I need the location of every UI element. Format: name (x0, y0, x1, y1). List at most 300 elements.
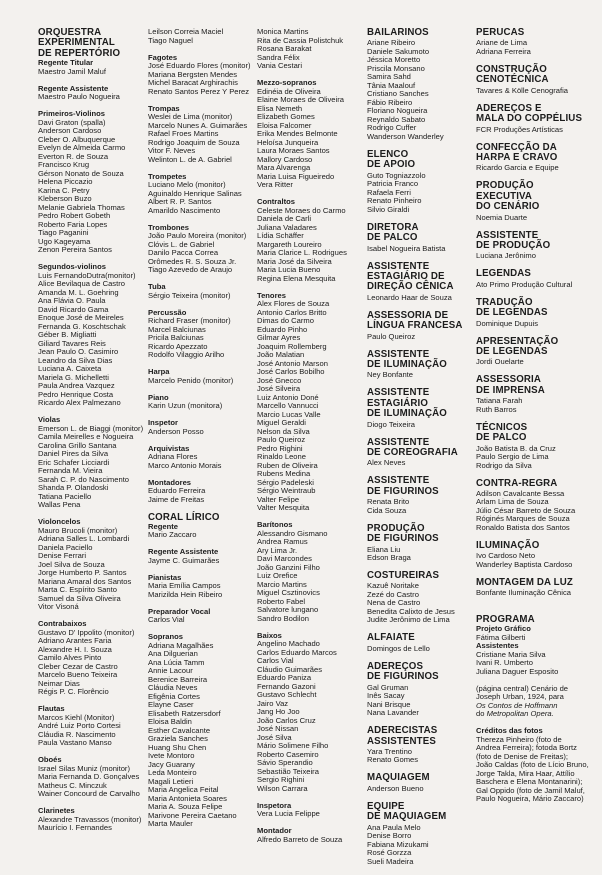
credit-section (148, 574, 256, 600)
name-list (148, 531, 256, 540)
list-item: Jordi Ouelarte (476, 357, 524, 367)
list-item: Maria Emília Campos (148, 581, 221, 591)
name-list (38, 527, 136, 612)
credit-section (367, 726, 475, 765)
list-item: Gal Gruman (367, 682, 409, 692)
list-item: Maria Angelica Feital (148, 785, 219, 795)
name-list (367, 371, 475, 380)
heading-line: ADERECISTAS (367, 725, 438, 737)
list-item: Kazuê Noritake (367, 581, 419, 591)
heading-line: EQUIPE (367, 800, 405, 812)
name-list (148, 377, 256, 386)
list-item: Elaine Moraes de Oliveira (257, 95, 344, 104)
list-item: Berenice Barreira (148, 674, 208, 684)
list-item: Jang Ho Joo (257, 707, 300, 716)
list-item: Cláudio Guimarães (257, 664, 322, 674)
list-item: Ato Primo Produção Cultural (476, 279, 573, 289)
heading-line: ORQUESTRA (38, 27, 102, 38)
list-item: Eduardo Ferreira (148, 486, 206, 495)
list-item: João Caldas (foto de Lício Bruno, (476, 760, 589, 770)
list-item: Cristiane Maria Silva (476, 649, 546, 659)
list-item: Maria José da Silveira (257, 256, 332, 266)
list-item: Eduardo Paniza (257, 673, 312, 682)
list-item: Antonio Carlos Britto (257, 307, 327, 317)
list-item: Angelino Machado (257, 639, 320, 648)
credit-section (367, 802, 475, 866)
list-item: Leilson Correia Maciel (148, 27, 224, 36)
list-item: Paulo Queiroz (367, 331, 416, 341)
list-item: Fernanda M. Vieira (38, 466, 103, 476)
credit-section (476, 685, 602, 719)
list-item: Miguel Csztinovics (257, 588, 320, 597)
section-heading: Contraltos (257, 197, 295, 206)
credit-section (148, 173, 256, 216)
list-item: Róginés Marques de Souza (476, 514, 570, 524)
credit-section (257, 292, 365, 513)
name-list (367, 421, 475, 430)
name-list (38, 714, 136, 748)
section-heading (476, 104, 602, 125)
heading-line: ASSESSORIA DE (367, 309, 449, 321)
credit-section (148, 394, 256, 411)
heading-line: DE PALCO (476, 432, 527, 444)
section-heading (367, 150, 475, 171)
name-list (476, 445, 602, 471)
list-item: Adriana Magalhães (148, 640, 214, 650)
name-list (476, 736, 602, 804)
list-item: Rita de Cassia Polistchuk (257, 35, 344, 45)
list-item: Rosé Gorzza (367, 848, 412, 858)
list-item: Marta C. Espírito Santo (38, 585, 117, 595)
heading-line: EXPERIMENTAL (38, 37, 115, 49)
list-item: Tiago Paganini (38, 228, 89, 238)
list-item: Emerson L. de Biaggi (monitor) (38, 423, 144, 433)
credit-section (476, 479, 602, 533)
list-item: Rubens Medina (257, 469, 311, 478)
section-heading (476, 479, 602, 489)
list-item: Sebastião Teixeira (257, 766, 319, 776)
name-list (476, 651, 602, 677)
section-heading (476, 375, 602, 396)
list-item: João Paulo Moreira (monitor) (148, 231, 247, 240)
credit-section (148, 608, 256, 625)
list-item: Gustavo D' Ippolito (monitor) (38, 627, 135, 637)
credit-section (148, 105, 256, 165)
credit-section (38, 518, 136, 612)
name-list (257, 640, 365, 793)
credit-section (476, 298, 602, 328)
heading-line: ESTAGIÁRIO (367, 397, 429, 409)
list-item: Margareth Loureiro (257, 239, 322, 249)
list-item: Alexandre H. I. Souza (38, 644, 112, 654)
list-item: Maria Lucia Bueno (257, 265, 321, 274)
credit-section (367, 524, 475, 563)
name-list (476, 320, 602, 329)
credit-section (38, 806, 142, 833)
credit-section (476, 143, 602, 173)
list-item: Maestro Jamil Maluf (38, 66, 106, 76)
list-item: Ana Dilguerian (148, 649, 198, 659)
credit-section (257, 198, 365, 283)
list-item: André Luiz Porto Cortesi (38, 721, 121, 731)
subsection-heading: Regente (148, 521, 178, 531)
section-heading: Primeiros-Violinos (38, 109, 105, 119)
name-list (367, 245, 475, 254)
name-list (476, 552, 602, 569)
subsection-heading: Projeto Gráfico (476, 624, 531, 634)
list-item: Géber B. Migliatti (38, 330, 97, 340)
list-item: Marcelo Nunes A. Guimarães (148, 120, 248, 130)
name-list (257, 836, 365, 845)
name-list (476, 126, 602, 135)
name-list (257, 810, 365, 819)
list-item: Luiz Orefice (257, 571, 298, 580)
list-item: Israel Silas Muniz (monitor) (38, 763, 130, 773)
heading-line: ASSISTENTE (367, 387, 430, 399)
list-item: Maria Luisa Figueiredo (257, 171, 335, 181)
list-item: Weslei de Lima (monitor) (148, 112, 233, 121)
list-item: Sérgio Teixeira (monitor) (148, 290, 231, 300)
name-list (257, 88, 365, 190)
name-list (148, 181, 256, 215)
list-item: Everton R. de Souza (38, 151, 109, 161)
list-item: Priscila Monsano (367, 63, 425, 73)
list-item: Ivete Montoro (148, 751, 195, 761)
list-item: Danilo Pacca Correa (148, 248, 219, 257)
list-item: Daniel Pires da Silva (38, 449, 109, 459)
section-heading: Trombones (148, 222, 189, 232)
credit-section (257, 28, 365, 71)
list-item: Luciano Melo (monitor) (148, 180, 226, 189)
list-item: José Carlos Bobilho (257, 367, 325, 376)
credit-section (476, 28, 602, 56)
list-item: Elisa Nemeth (257, 103, 303, 113)
name-list (38, 93, 136, 102)
section-heading (367, 662, 475, 683)
list-item: Juliana Valadares (257, 222, 317, 232)
credit-section (476, 269, 602, 289)
list-item: Zezé do Castro (367, 589, 419, 599)
credit-section (367, 262, 475, 303)
heading-line: ASSISTENTE (476, 229, 539, 241)
list-item: Marivone Pereira Caetano (148, 810, 237, 820)
list-item: Ugo Kageyama (38, 236, 91, 246)
credit-section (148, 419, 256, 436)
list-item: Wallas Pena (38, 500, 81, 510)
section-heading (476, 28, 602, 38)
section-heading: Segundos-violinos (38, 262, 106, 272)
list-item: José Nissan (257, 724, 299, 733)
list-item: Rodolfo Vilaggio Arilho (148, 350, 225, 359)
list-item: Jorge Takla, Mira Haar, Attílio (476, 768, 575, 778)
name-list (257, 530, 365, 624)
list-item: Tiago Naguel (148, 35, 193, 45)
section-heading (476, 269, 602, 279)
list-item: Daniela de Carli (257, 214, 312, 223)
list-item: Renato Pinheiro (367, 196, 422, 206)
section-heading (367, 388, 475, 419)
list-item: Valter Mesquita (257, 503, 310, 512)
list-item: Nana Lavander (367, 708, 419, 718)
section-heading: Preparador Vocal (148, 606, 211, 616)
credit-section (148, 283, 256, 300)
list-item: Pedro Henrique Costa (38, 389, 114, 399)
heading-line: DE MAQUIAGEM (367, 811, 447, 823)
list-item: Isabel Nogueira Batista (367, 243, 446, 253)
list-item: Ricardo Apezzato (148, 341, 208, 351)
list-item: Mauro Brucoli (monitor) (38, 525, 118, 535)
list-item: Adilson Cavalcante Bessa (476, 488, 565, 498)
name-list (38, 423, 144, 510)
list-item: Adriana Flores (148, 452, 198, 461)
list-item: Mário Solimene Filho (257, 741, 329, 750)
list-item: Ana Paula Melo (367, 822, 421, 832)
column-3 (257, 28, 365, 853)
section-heading: Harpa (148, 367, 170, 376)
name-list (476, 358, 602, 367)
list-item: Vera Ritter (257, 180, 293, 189)
list-item: Luciana A. Caixeta (38, 364, 102, 374)
section-heading (367, 524, 475, 545)
list-item: Gérson Nonato de Souza (38, 168, 124, 178)
list-item: Giliard Tavares Reis (38, 338, 106, 348)
name-list (476, 252, 602, 261)
section-heading (367, 726, 475, 747)
list-item: Fabiana Mizukami (367, 839, 429, 849)
name-list (476, 397, 602, 414)
list-item: FCR Produções Artísticas (476, 124, 563, 134)
list-item: Camila Meirelles e Nogueira (38, 432, 134, 442)
list-item: João Carlos Cruz (257, 715, 316, 725)
list-item: Marcio Lucas Valle (257, 409, 321, 419)
list-item: Tavares & Kölle Cenografia (476, 85, 569, 95)
list-item: Marcello Vannucci (257, 401, 319, 410)
list-item: João Malatian (257, 350, 305, 359)
list-item: Bonfante Iluminação Cênica (476, 588, 571, 598)
heading-line: MALA DO COPPÉLIUS (476, 113, 583, 125)
list-item: Karina C. Petry (38, 185, 90, 195)
section-heading: Oboés (38, 755, 62, 765)
list-item: Gilmar Ayres (257, 333, 301, 342)
list-item: Welinton L. de A. Gabriel (148, 154, 232, 164)
subsection-heading: Regente Titular (38, 58, 94, 68)
list-item: Joaquim Rollemberg (257, 341, 327, 351)
credit-section (367, 311, 475, 341)
heading-line: DE FIGURINOS (367, 671, 439, 683)
list-item: Maria Clarice L. Rodrigues (257, 248, 347, 257)
list-item: Mario Zaccaro (148, 530, 197, 540)
credit-section (38, 415, 144, 510)
credit-section (257, 827, 365, 844)
subsection-heading: Assistentes (476, 641, 519, 651)
credit-section (367, 438, 475, 468)
list-item: Francisco Krug (38, 160, 90, 170)
credit-section (476, 541, 602, 569)
list-item: Luis FernandoDutra(monitor) (38, 270, 136, 280)
list-item: Ivani R. Umberto (476, 658, 533, 668)
section-heading: Sopranos (148, 632, 184, 642)
heading-line: DE ILUMINAÇÃO (367, 408, 447, 420)
heading-line: DIRETORA (367, 221, 419, 233)
section-heading: Piano (148, 392, 169, 402)
heading-line: ESTAGIÁRIO DE (367, 270, 445, 282)
list-item: Jorge Humberto P. Santos (38, 568, 127, 578)
list-item: Joel Silva de Souza (38, 559, 105, 569)
section-heading (367, 262, 475, 293)
list-item: Joseph Urban, 1924, para (476, 692, 564, 702)
list-item: Maria A. Souza Felipe (148, 802, 223, 812)
name-list (38, 814, 142, 833)
list-item: Cleber O. Albuquerque (38, 134, 116, 144)
list-item: (página central) Cenário de (476, 683, 569, 693)
credit-section (476, 615, 602, 676)
list-item: Leda Monteiro (148, 768, 197, 778)
section-heading (476, 298, 602, 319)
heading-line: DE REPERTÓRIO (38, 47, 121, 59)
name-list (367, 459, 475, 468)
heading-line: ADEREÇOS (367, 660, 424, 672)
list-item: José Antonio Marson (257, 358, 328, 368)
heading-line: COSTUREIRAS (367, 570, 440, 582)
heading-line: ASSISTENTE (367, 436, 430, 448)
name-list (148, 453, 256, 470)
list-item: Adriana Salles L. Lombardi (38, 534, 130, 544)
list-item: Eliana Liu (367, 544, 401, 554)
credit-section (148, 445, 256, 471)
column-5 (476, 28, 602, 812)
list-item: Gal Oppido (foto de Jamil Maluf, (476, 785, 585, 795)
heading-line: EXECUTIVA (476, 190, 533, 202)
section-heading (38, 28, 136, 59)
list-item: José Silveira (257, 384, 301, 393)
section-heading (367, 633, 475, 643)
list-item: Sávio Sperandio (257, 758, 313, 767)
section-heading (476, 231, 602, 252)
credit-section (257, 521, 365, 623)
list-item: Melanie Gabriela Thomas (38, 202, 125, 212)
list-item: José Gnecco (257, 375, 302, 385)
name-list (148, 62, 256, 96)
list-item: Inês Sacay (367, 691, 405, 701)
list-item: Rafael Froes Martins (148, 129, 219, 138)
section-heading (367, 476, 475, 497)
list-item: Eloisa Falcomer (257, 120, 312, 130)
heading-line: CENOTÉCNICA (476, 74, 549, 86)
name-list (148, 317, 256, 360)
name-list (367, 39, 475, 141)
credit-section (367, 150, 475, 214)
list-item: Wainer Concourd de Carvalho (38, 789, 140, 799)
list-item: Neimar Dias (38, 678, 80, 688)
name-list (476, 281, 602, 290)
section-heading: Percussão (148, 307, 187, 317)
name-list (38, 272, 136, 408)
list-item: Shanda P. Olandoski (38, 483, 109, 493)
list-item: Valter Felipe (257, 494, 300, 504)
credit-section (476, 181, 602, 222)
list-item: Ricardo Alex Palmezano (38, 398, 121, 408)
credit-section (38, 263, 136, 408)
list-item: Mariana Bergsten Mendes (148, 69, 238, 79)
name-list (38, 629, 136, 697)
heading-line: ASSISTENTE (367, 475, 430, 487)
credit-section (148, 633, 256, 829)
credit-section (476, 104, 602, 134)
list-item: Arlam Lima de Souza (476, 497, 549, 507)
name-list (476, 164, 602, 173)
list-item: Daniela Paciello (38, 542, 93, 552)
list-item: Renato Gomes (367, 755, 419, 765)
list-item: Jayme C. Guimarães (148, 555, 220, 565)
credit-section (38, 620, 136, 697)
list-item: Wanderson Wanderley (367, 131, 444, 141)
list-item: Maurício I. Fernandes (38, 823, 112, 833)
name-list (148, 642, 256, 829)
list-item: Sérgio Padeleski (257, 477, 314, 487)
list-item: Fernando Gazoni (257, 681, 316, 691)
credit-section (148, 513, 256, 540)
list-item: João Ganzini Filho (257, 562, 320, 572)
list-item: Thereza Pinheiro (foto de (476, 734, 562, 744)
list-item: Jean Paulo O. Casimiro (38, 347, 119, 357)
heading-line: CORAL LÍRICO (148, 511, 220, 523)
list-item: Alessandro Gismano (257, 528, 328, 538)
list-item: Erika Mendes Belmonte (257, 129, 338, 138)
list-item: Leandro da Silva Dias (38, 355, 113, 365)
list-item: Rodrigo Cuffer (367, 123, 417, 133)
section-heading (367, 311, 475, 332)
list-item: Maestro Paulo Nogueira (38, 92, 120, 102)
name-list (476, 685, 602, 719)
name-list (476, 589, 602, 598)
list-item: Paula Andrea Vazquez (38, 381, 115, 391)
section-heading: Contrabaixos (38, 619, 87, 629)
list-item: (foto de Denise de Freitas); (476, 751, 569, 761)
section-heading: Trompetes (148, 171, 187, 181)
list-item: Edinéia de Oliveira (257, 86, 321, 96)
list-item: Rafaela Ferri (367, 187, 411, 197)
credit-section (476, 231, 602, 261)
list-item: Renato Santos Perez Y Perez (148, 86, 250, 96)
list-item: Guto Togniazzolo (367, 170, 426, 180)
list-item: Denise Ferrari (38, 551, 87, 561)
list-item: José Silva (257, 732, 292, 742)
heading-line: ALFAIATE (367, 632, 415, 644)
section-heading (476, 541, 602, 551)
list-item: Rodrigo da Silva (476, 460, 532, 470)
list-item: Cleber Cezar de Castro (38, 661, 118, 671)
name-list (148, 28, 256, 45)
heading-line: HARPA E CRAVO (476, 151, 558, 163)
section-heading: Arquivistas (148, 443, 190, 453)
list-item: Aguinaldo Henrique Salinas (148, 188, 242, 198)
list-item: Anderson Posso (148, 426, 204, 436)
list-item: Ana Lúcia Tamm (148, 657, 205, 667)
list-item: Denise Borro (367, 831, 412, 841)
list-item: Rodrigo Joaquim de Souza (148, 137, 240, 147)
section-heading: Inspetor (148, 418, 178, 427)
heading-line: DE FIGURINOS (367, 533, 439, 545)
list-item: Marizilda Hein Ribeiro (148, 589, 223, 599)
list-item: Reynaldo Sabato (367, 114, 426, 124)
list-item: Elisabeth Ratzersdorf (148, 708, 221, 718)
list-item: Juliana Daguer Esposito (476, 666, 559, 676)
name-list (148, 557, 256, 566)
list-item: Nani Brisque (367, 699, 411, 709)
list-item: Pedro Robert Gobeth (38, 211, 111, 221)
list-item: Pedro Righini (257, 443, 303, 453)
list-item: Rosana Barakat (257, 44, 312, 53)
